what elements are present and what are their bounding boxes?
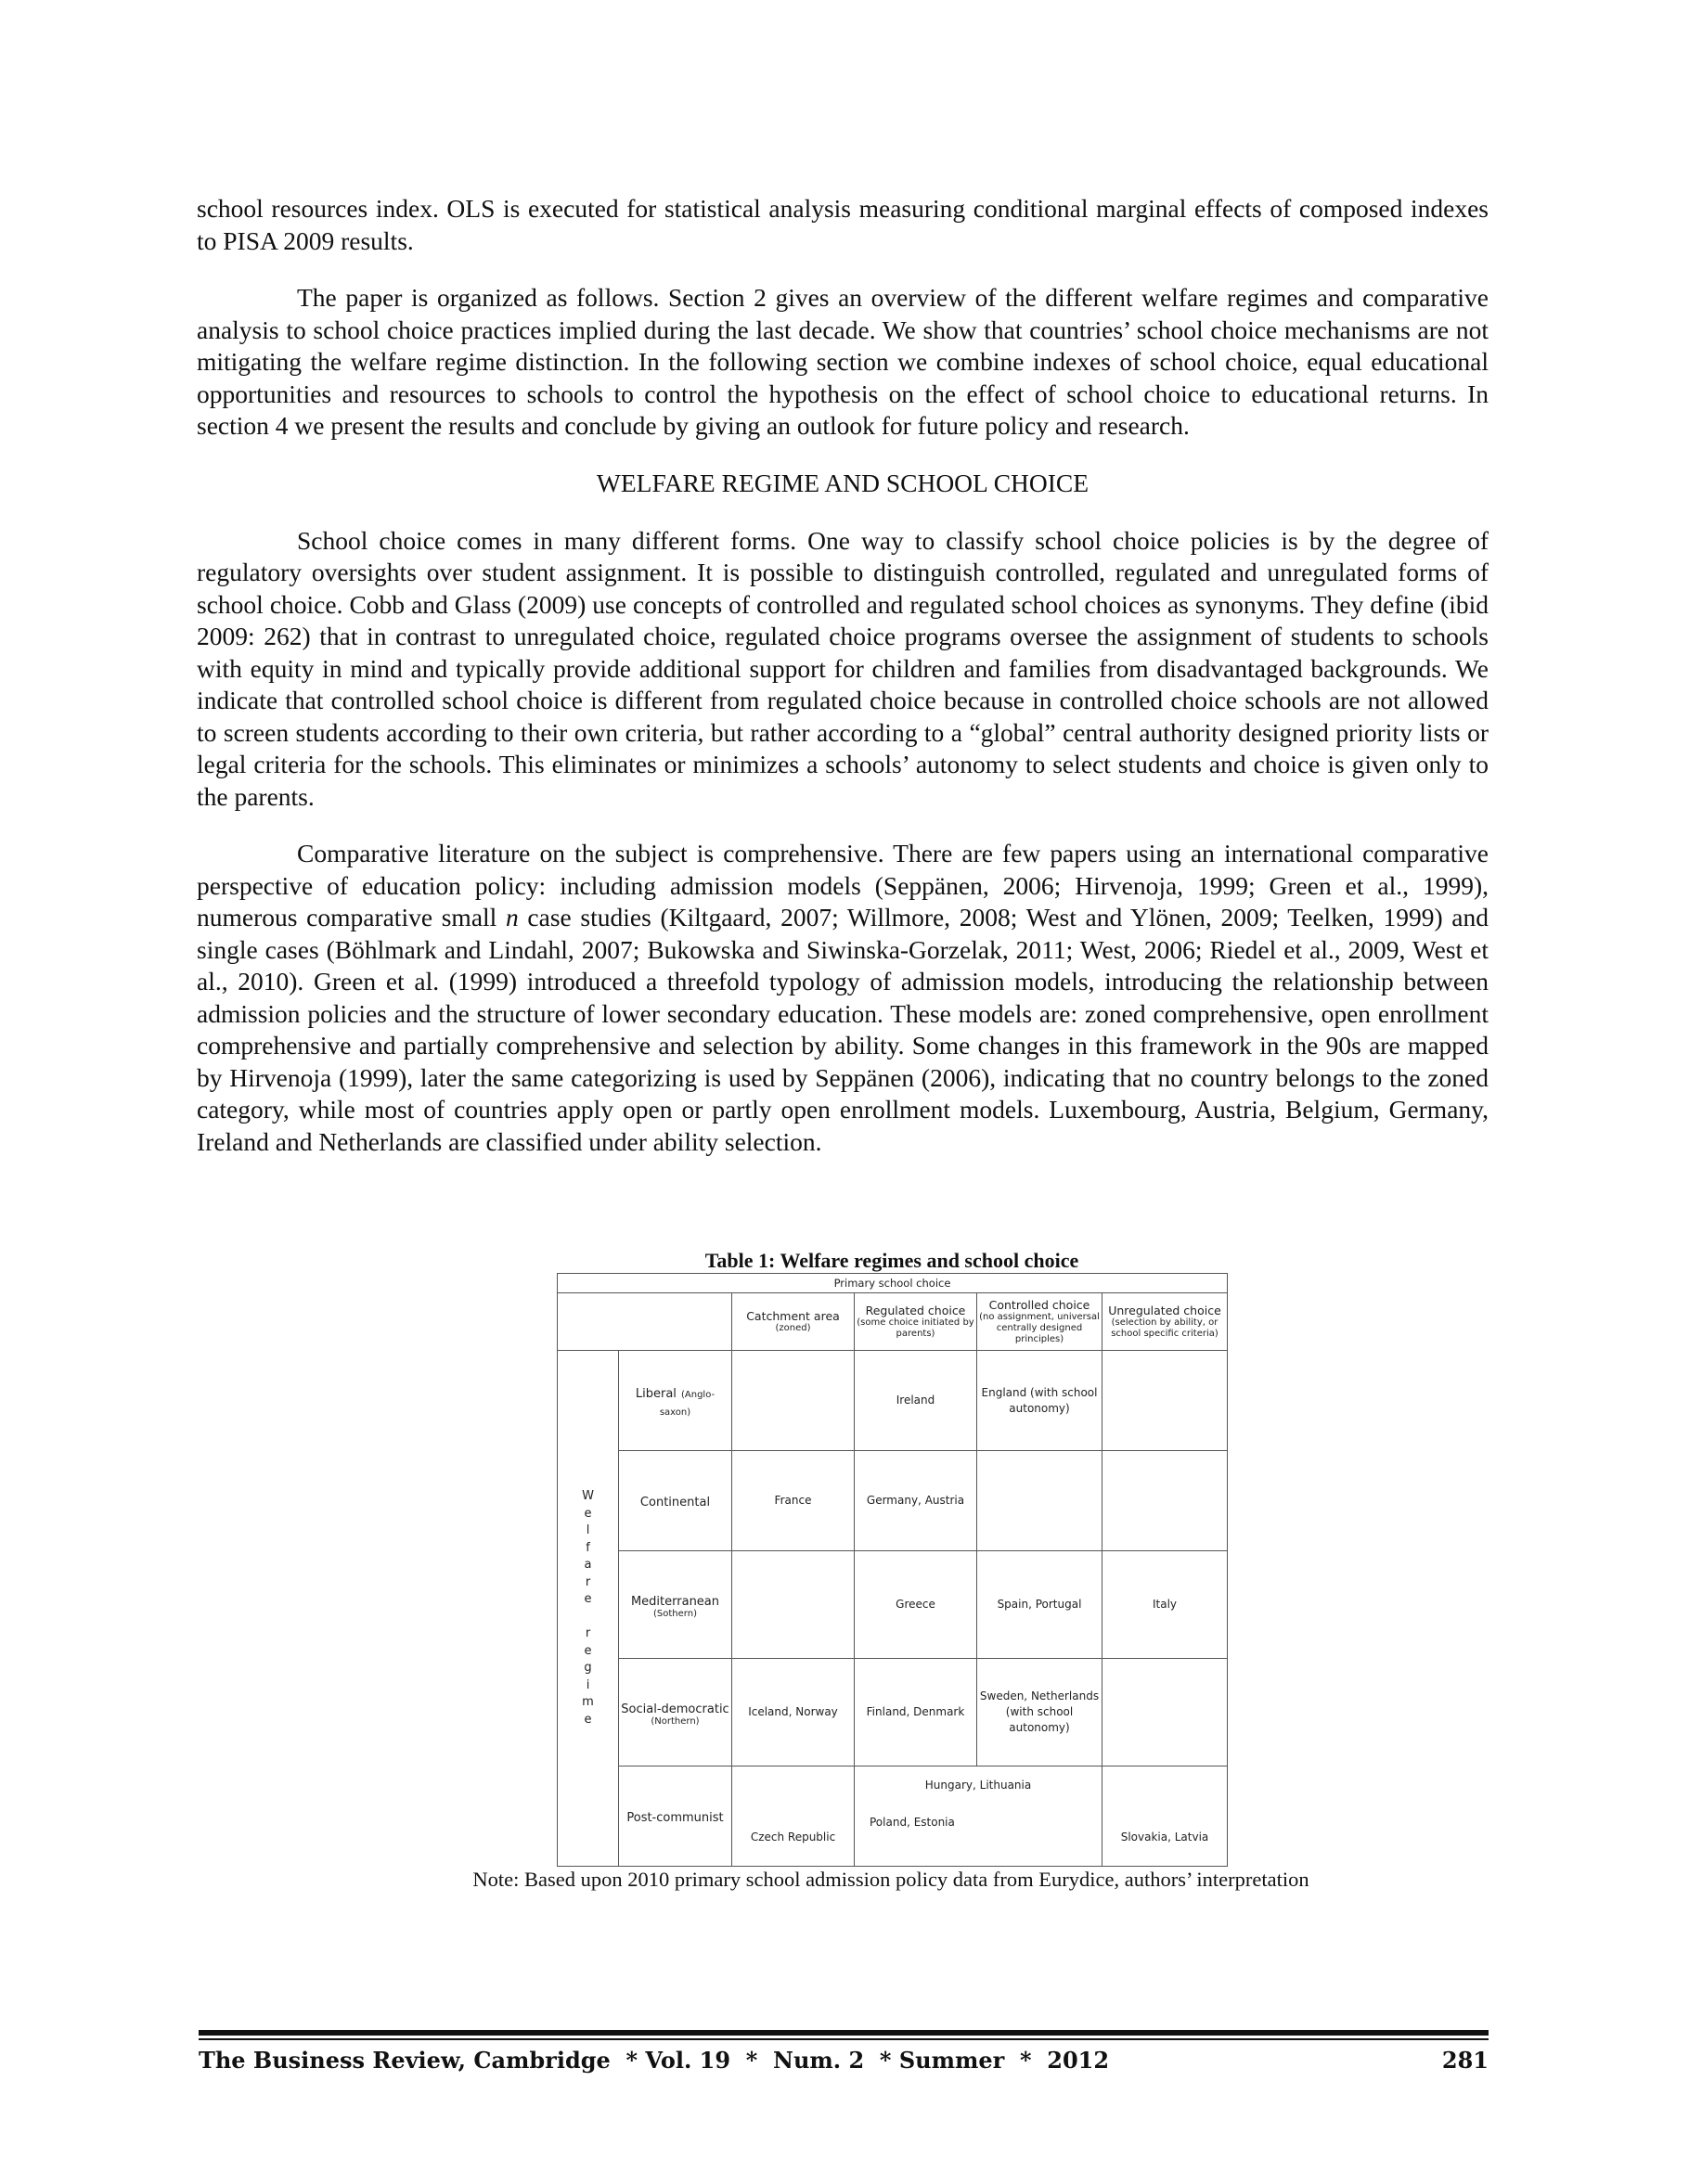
column-header-label: Regulated choice	[865, 1304, 966, 1317]
row-label-text: Mediterranean	[630, 1594, 720, 1609]
row-label-text: Social-democratic	[621, 1702, 729, 1716]
cell-post-communist-catchment: Czech Republic	[732, 1766, 855, 1867]
cell-mediterranean-catchment	[732, 1551, 855, 1659]
paragraph-1: school resources index. OLS is executed for statistical analysis measuring conditional marginal effects of composed indexes to PISA 2009 results.	[197, 194, 1489, 255]
cell-liberal-unregulated	[1102, 1351, 1228, 1451]
side-letter: e	[584, 1506, 592, 1521]
column-header-controlled	[977, 1293, 1102, 1351]
row-label-text: Post-communist	[626, 1811, 724, 1825]
cell-liberal-regulated: Ireland	[855, 1351, 977, 1451]
row-label-continental	[619, 1451, 732, 1551]
paragraph-4-part-a: Comparative literature on the subject is comprehensive. There are few papers using an international comparative perspective of education policy: including admission models (Seppänen, 2006; Hirvenoja, 1999; Green et al., 1999), numerous comparative small	[197, 839, 1489, 931]
side-letter: r	[585, 1574, 591, 1589]
side-letter: a	[584, 1558, 592, 1572]
welfare-regime-side-label	[558, 1351, 619, 1867]
side-letter: f	[586, 1540, 590, 1555]
cell-mediterranean-regulated: Greece	[855, 1551, 977, 1659]
paragraph-4-part-b: case studies (Kiltgaard, 2007; Willmore, 2008; West and Ylönen, 2009; Teelken, 1999) and single cases (Böhlmark and Lindahl, 2007; Bukowska and Siwinska-Gorzelak, 2011; West, 2006; Riedel et al., 2009, West et al., 2010). Green et al. (1999) introduced a threefold typology of admission models, introducing the relationship between admission policies and the structure of lower secondary education. These models are: zoned comprehensive, open enrollment comprehensive and partially comprehensive and selection by ability. Some changes in this framework in the 90s are mapped by Hirvenoja (1999), later the same categorizing is used by Seppänen (2006), indicating that no country belongs to the zoned category, while most of countries apply open or partly open enrollment models. Luxembourg, Austria, Belgium, Germany, Ireland and Netherlands are classified under ability selection.	[197, 903, 1489, 1156]
side-letter: g	[584, 1661, 592, 1675]
paragraph-4-italic-n: n	[506, 903, 519, 931]
side-letter: l	[586, 1523, 590, 1537]
side-letter: W	[582, 1489, 594, 1503]
cell-post-communist-regulated-controlled	[855, 1766, 1102, 1867]
cell-continental-catchment: France	[732, 1451, 855, 1551]
side-letter	[560, 1609, 616, 1626]
cell-social-democratic-controlled: Sweden, Netherlands (with school autonomy)	[977, 1659, 1102, 1766]
row-label-text: Continental	[639, 1496, 711, 1510]
side-letter: e	[584, 1592, 592, 1606]
side-letter: e	[584, 1712, 592, 1727]
column-header-sub: (zoned)	[775, 1323, 811, 1333]
cell-post-communist-regulated: Poland, Estonia	[870, 1816, 955, 1829]
footer-rule-thin	[199, 2038, 1489, 2040]
cell-post-communist-unregulated: Slovakia, Latvia	[1102, 1766, 1228, 1867]
row-label-text: Liberal	[635, 1386, 677, 1401]
paragraph-4	[197, 838, 1489, 1158]
footer-page-number: 281	[1441, 2047, 1489, 2074]
table-note: Note: Based upon 2010 primary school admission policy data from Eurydice, authors’ interpretation	[472, 1868, 1309, 1891]
column-header-label: Unregulated choice	[1108, 1304, 1221, 1317]
cell-continental-controlled	[977, 1451, 1102, 1551]
column-header-unregulated	[1102, 1293, 1228, 1351]
cell-social-democratic-unregulated	[1102, 1659, 1228, 1766]
section-heading: WELFARE REGIME AND SCHOOL CHOICE	[596, 468, 1089, 497]
row-label-mediterranean	[619, 1551, 732, 1659]
column-header-sub: (some choice initiated by parents)	[857, 1317, 974, 1339]
paragraph-3: School choice comes in many different forms. One way to classify school choice policies is by the degree of regulatory oversights over student assignment. It is possible to distinguish controlled, regulated and unregulated forms of school choice. Cobb and Glass (2009) use concepts of controlled and regulated school choices as synonyms. They define (ibid 2009: 262) that in contrast to unregulated choice, regulated choice programs oversee the assignment of students to schools with equity in mind and typically provide additional support for children and families from disadvantaged backgrounds. We indicate that controlled school choice is different from regulated choice because in controlled choice schools are not allowed to screen students according to their own criteria, but rather according to a “global” central authority designed priority lists or legal criteria for the schools. This eliminates or minimizes a schools’ autonomy to select students and choice is given only to the parents.	[197, 525, 1489, 811]
cell-continental-regulated: Germany, Austria	[855, 1451, 977, 1551]
column-header-label: Catchment area	[746, 1309, 840, 1323]
row-label-sub: (Northern)	[651, 1715, 700, 1727]
cell-social-democratic-regulated: Finland, Denmark	[855, 1659, 977, 1766]
side-letter: r	[585, 1626, 591, 1640]
row-label-liberal	[619, 1351, 732, 1451]
cell-post-communist-spanning: Hungary, Lithuania	[924, 1779, 1032, 1792]
side-letter: e	[584, 1643, 592, 1658]
paragraph-2: The paper is organized as follows. Section 2 gives an overview of the different welfare regimes and comparative analysis to school choice practices implied during the last decade. We show that countries’ school choice mechanisms are not mitigating the welfare regime distinction. In the following section we combine indexes of school choice, equal educational opportunities and resources to schools to control the hypothesis on the effect of school choice to educational returns. In section 4 we present the results and conclude by giving an outlook for future policy and research.	[197, 283, 1489, 440]
cell-continental-unregulated	[1102, 1451, 1228, 1551]
row-label-social-democratic	[619, 1659, 732, 1766]
cell-liberal-controlled: England (with school autonomy)	[977, 1351, 1102, 1451]
row-label-post-communist	[619, 1766, 732, 1867]
column-header-sub: (no assignment, universal centrally designed principles)	[979, 1312, 1100, 1344]
column-header-regulated	[855, 1293, 977, 1351]
table-corner-cell	[558, 1293, 732, 1351]
side-letter: m	[582, 1695, 594, 1709]
table-title: Table 1: Welfare regimes and school choice	[704, 1249, 1079, 1272]
article-body	[197, 193, 1489, 1183]
welfare-table	[557, 1273, 1228, 1867]
row-label-sub: (Sothern)	[653, 1608, 697, 1619]
cell-mediterranean-controlled: Spain, Portugal	[977, 1551, 1102, 1659]
cell-mediterranean-unregulated: Italy	[1102, 1551, 1228, 1659]
column-header-catchment	[732, 1293, 855, 1351]
column-header-label: Controlled choice	[988, 1298, 1090, 1312]
side-letter: i	[586, 1677, 590, 1692]
cell-social-democratic-catchment: Iceland, Norway	[732, 1659, 855, 1766]
footer-rule-thick	[199, 2030, 1489, 2036]
footer-journal: The Business Review, Cambridge * Vol. 19 * Num. 2 * Summer * 2012	[199, 2047, 1110, 2074]
row-label-sub: (Anglo-saxon)	[659, 1389, 716, 1418]
column-header-sub: (selection by ability, or school specific criteria)	[1111, 1317, 1218, 1339]
cell-liberal-catchment	[732, 1351, 855, 1451]
table-top-header: Primary school choice	[558, 1274, 1228, 1293]
